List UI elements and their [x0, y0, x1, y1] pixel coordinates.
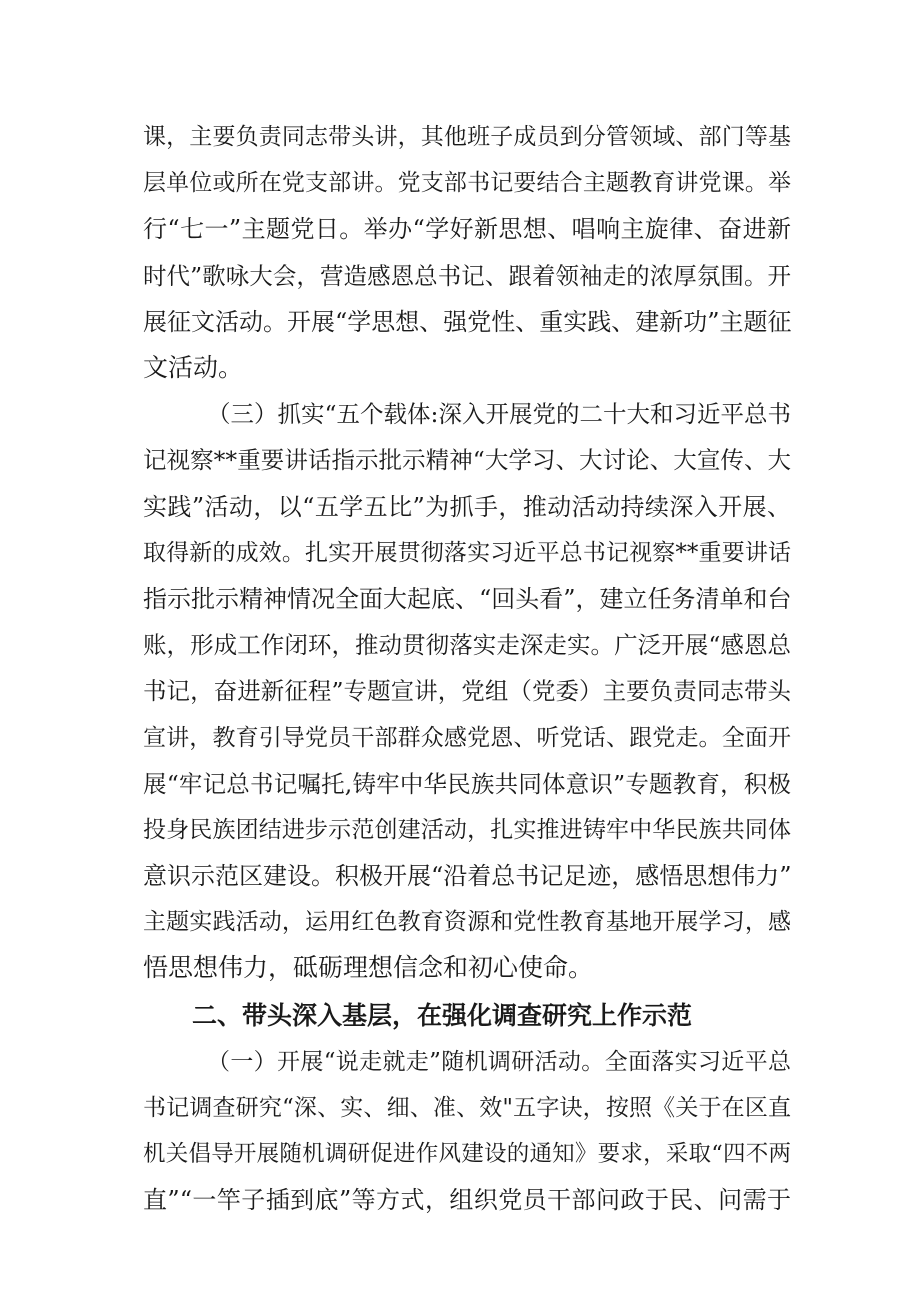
paragraph-line: 书记调查研究“深、实、细、准、效"五字诀，按照《关于在区直: [143, 1095, 791, 1121]
paragraph-line: 账，形成工作闭环，推动贯彻落实走深走实。广泛开展“感恩总: [143, 631, 791, 659]
paragraph-line: 文活动。: [143, 353, 244, 382]
paragraph-line: 实践”活动，以“五学五比”为抓手，推动活动持续深入开展、: [143, 493, 791, 521]
paragraph-line: 时代”歌咏大会，营造感恩总书记、跟着领袖走的浓厚氛围。开: [143, 262, 791, 290]
paragraph-line: 课，主要负责同志带头讲，其他班子成员到分管领域、部门等基: [143, 124, 791, 150]
paragraph-line: 指示批示精神情况全面大起底、“回头看”，建立任务清单和台: [143, 585, 792, 613]
paragraph-line: 行“七一”主题党日。举办“学好新思想、唱响主旋律、奋进新: [143, 215, 791, 243]
paragraph-line: 宣讲，教育引导党员干部群众感党恩、听党话、跟党走。全面开: [143, 725, 791, 751]
paragraph-line: 投身民族团结进步示范创建活动，扎实推进铸牢中华民族共同体: [143, 817, 791, 843]
paragraph-line: 直”“一竿子插到底”等方式，组织党员干部问政于民、问需于: [143, 1186, 791, 1214]
paragraph-line: 主题实践活动，运用红色教育资源和党性教育基地开展学习，感: [143, 909, 791, 935]
paragraph-line: 意识示范区建设。积极开展“沿着总书记足迹，感悟思想伟力”: [143, 862, 792, 890]
paragraph-line: 层单位或所在党支部讲。党支部书记要结合主题教育讲党课。举: [143, 170, 791, 196]
paragraph-line: 机关倡导开展随机调研促进作风建设的通知》要求，采取“四不两: [143, 1141, 791, 1167]
paragraph-line: 展征文活动。开展“学思想、强党性、重实践、建新功”主题征: [143, 308, 792, 336]
paragraph-line: （三）抓实“五个载体:深入开展党的二十大和习近平总书: [207, 400, 791, 428]
paragraph-line: 取得新的成效。扎实开展贯彻落实习近平总书记视察**重要讲话: [143, 540, 791, 566]
section-heading: 二、带头深入基层，在强化调查研究上作示范: [192, 1001, 693, 1030]
paragraph-line: 展“牢记总书记嘱托,铸牢中华民族共同体意识”专题教育，积极: [143, 770, 791, 798]
paragraph-line: 书记，奋进新征程”专题宣讲，党组（党委）主要负责同志带头: [143, 677, 791, 705]
paragraph-line: 悟思想伟力，砥砺理想信念和初心使命。: [143, 953, 594, 982]
paragraph-line: （一）开展“说走就走”随机调研活动。全面落实习近平总: [207, 1049, 791, 1075]
paragraph-line: 记视察**重要讲话指示批示精神“大学习、大讨论、大宣传、大: [143, 446, 791, 474]
